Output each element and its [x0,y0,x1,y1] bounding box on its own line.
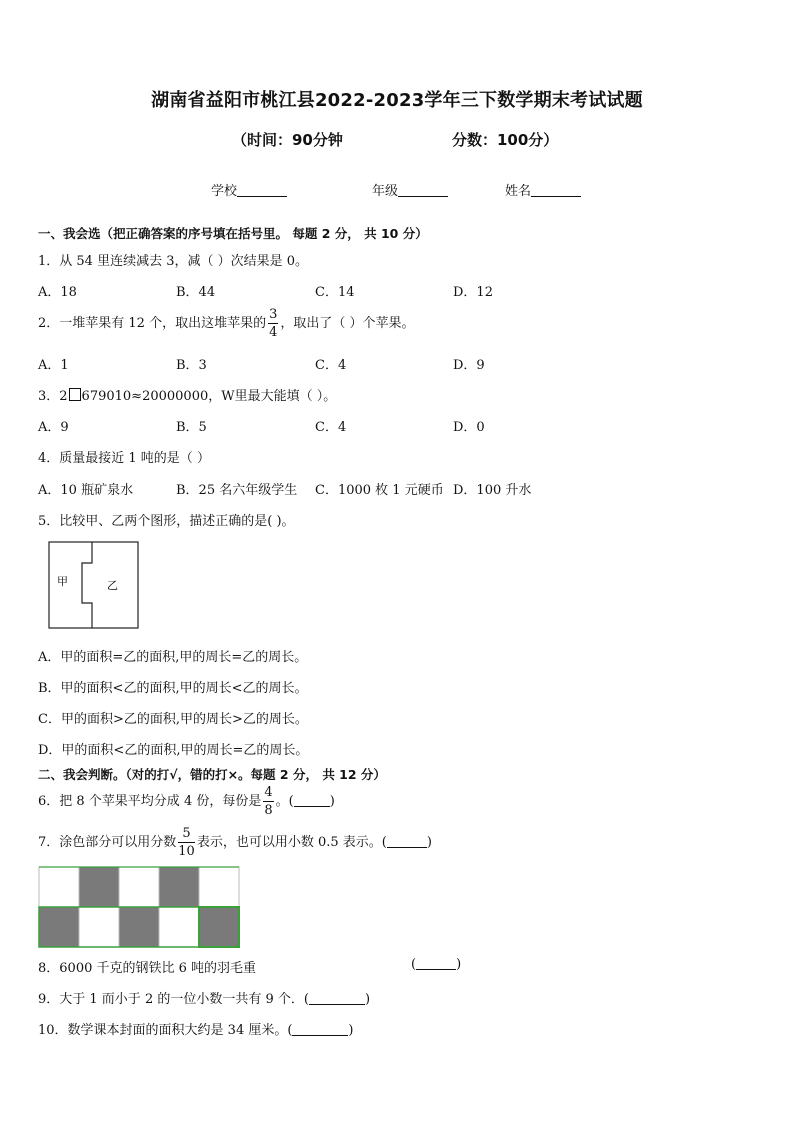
q3-blank-box [69,388,81,401]
q3-text-after: 679010≈20000000，W里最大能填（ ）。 [81,389,337,404]
q7-answer-blank[interactable] [387,835,427,848]
q2-frac-den: 4 [269,325,278,340]
q6-fraction [263,786,273,817]
shape-figure [48,541,140,629]
q2-option-d: D．9 [453,358,485,373]
q2-fraction [268,308,278,339]
question-7 [38,827,432,858]
q6-frac-num: 4 [264,785,273,800]
q9-answer-blank[interactable] [309,992,365,1005]
exam-score: 分数：100分） [452,131,559,149]
school-blank[interactable] [237,184,287,197]
q2-text-before: 2．一堆苹果有 12 个，取出这堆苹果的 [38,316,267,331]
name-field [505,180,581,199]
label-jia: 甲 [57,575,68,588]
question-10 [38,1019,354,1038]
q8-open: ( [411,957,417,972]
question-4: 4．质量最接近 1 吨的是（ ） [38,451,210,466]
exam-title: 湖南省益阳市桃江县2022-2023学年三下数学期末考试试题 [151,90,643,111]
grid-cell-r1c4 [159,867,199,907]
q5-option-b: B．甲的面积<乙的面积,甲的周长<乙的周长。 [38,681,308,696]
question-9 [38,988,370,1007]
q1-option-d: D．12 [453,285,493,300]
q2-option-a: A．1 [38,358,69,373]
shaded-grid [38,866,240,948]
q10-answer-blank[interactable] [292,1023,348,1036]
grade-field [372,180,448,199]
question-1: 1．从 54 里连续减去 3，减（ ）次结果是 0。 [38,254,309,269]
q6-text-after: 。( [275,794,294,809]
exam-time: （时间：90分钟 [232,131,343,149]
school-label: 学校 [211,184,238,199]
q2-frac-num: 3 [269,307,278,322]
shape-divider [82,542,92,628]
q9-close: ) [364,992,371,1007]
q6-text-before: 6．把 8 个苹果平均分成 4 份，每份是 [38,794,262,809]
grid-cell-r1c2 [79,867,119,907]
q8-close: ) [456,957,462,972]
q4-option-c: C．1000 枚 1 元硬币 [315,483,444,498]
grade-label: 年级 [372,184,399,199]
section1-title: 一、我会选（把正确答案的序号填在括号里。 每题 2 分， 共 10 分） [38,226,428,241]
label-yi: 乙 [107,579,118,592]
grid-cell-r1c1 [39,867,79,907]
grid-cell-r1c3 [119,867,159,907]
q8-answer-blank[interactable] [416,957,456,970]
q4-option-b: B．25 名六年级学生 [176,483,298,498]
q7-text-before: 7．涂色部分可以用分数 [38,835,177,850]
grid-cell-r2c5 [199,907,239,947]
question-6 [38,786,335,817]
q8-answer [411,957,461,972]
grade-blank[interactable] [398,184,448,197]
q10-text: 10．数学课本封面的面积大约是 34 厘米。( [38,1023,293,1038]
question-2 [38,308,415,339]
grid-cell-r2c3 [119,907,159,947]
q5-option-c: C．甲的面积>乙的面积,甲的周长>乙的周长。 [38,712,308,727]
q3-option-a: A．9 [38,420,69,435]
q5-option-a: A．甲的面积=乙的面积,甲的周长=乙的周长。 [38,650,308,665]
q7-text-after: 表示，也可以用小数 0.5 表示。( [196,835,387,850]
q7-frac-den: 10 [178,844,195,859]
q4-option-d: D．100 升水 [453,483,532,498]
grid-cell-r2c4 [159,907,199,947]
q7-fraction [178,827,195,858]
q1-option-c: C．14 [315,285,355,300]
name-label: 姓名 [505,184,532,199]
q2-option-c: C．4 [315,358,347,373]
q6-close: ) [329,794,335,809]
q5-option-d: D．甲的面积<乙的面积,甲的周长=乙的周长。 [38,743,309,758]
school-field [211,180,287,199]
question-3 [38,385,336,404]
q6-frac-den: 8 [264,803,273,818]
q7-frac-num: 5 [178,827,195,843]
q7-close: ) [426,835,432,850]
section2-title: 二、我会判断。（对的打√，错的打×。每题 2 分， 共 12 分） [38,767,386,782]
grid-cell-r2c1 [39,907,79,947]
question-5: 5．比较甲、乙两个图形，描述正确的是( )。 [38,514,295,529]
q9-text: 9．大于 1 而小于 2 的一位小数一共有 9 个．( [38,992,309,1007]
q1-option-b: B．44 [176,285,216,300]
q3-option-c: C．4 [315,420,347,435]
q6-answer-blank[interactable] [294,794,330,807]
q3-option-d: D．0 [453,420,485,435]
q4-option-a: A．10 瓶矿泉水 [38,483,134,498]
q2-text-after: ，取出了（ ）个苹果。 [280,316,415,331]
grid-cell-r1c5 [199,867,239,907]
q2-option-b: B．3 [176,358,207,373]
q3-text-before: 3．2 [38,389,68,404]
q3-option-b: B．5 [176,420,207,435]
q10-close: ) [348,1023,354,1038]
name-blank[interactable] [531,184,581,197]
grid-cell-r2c2 [79,907,119,947]
question-8: 8．6000 千克的钢铁比 6 吨的羽毛重 [38,961,257,976]
q1-option-a: A．18 [38,285,77,300]
